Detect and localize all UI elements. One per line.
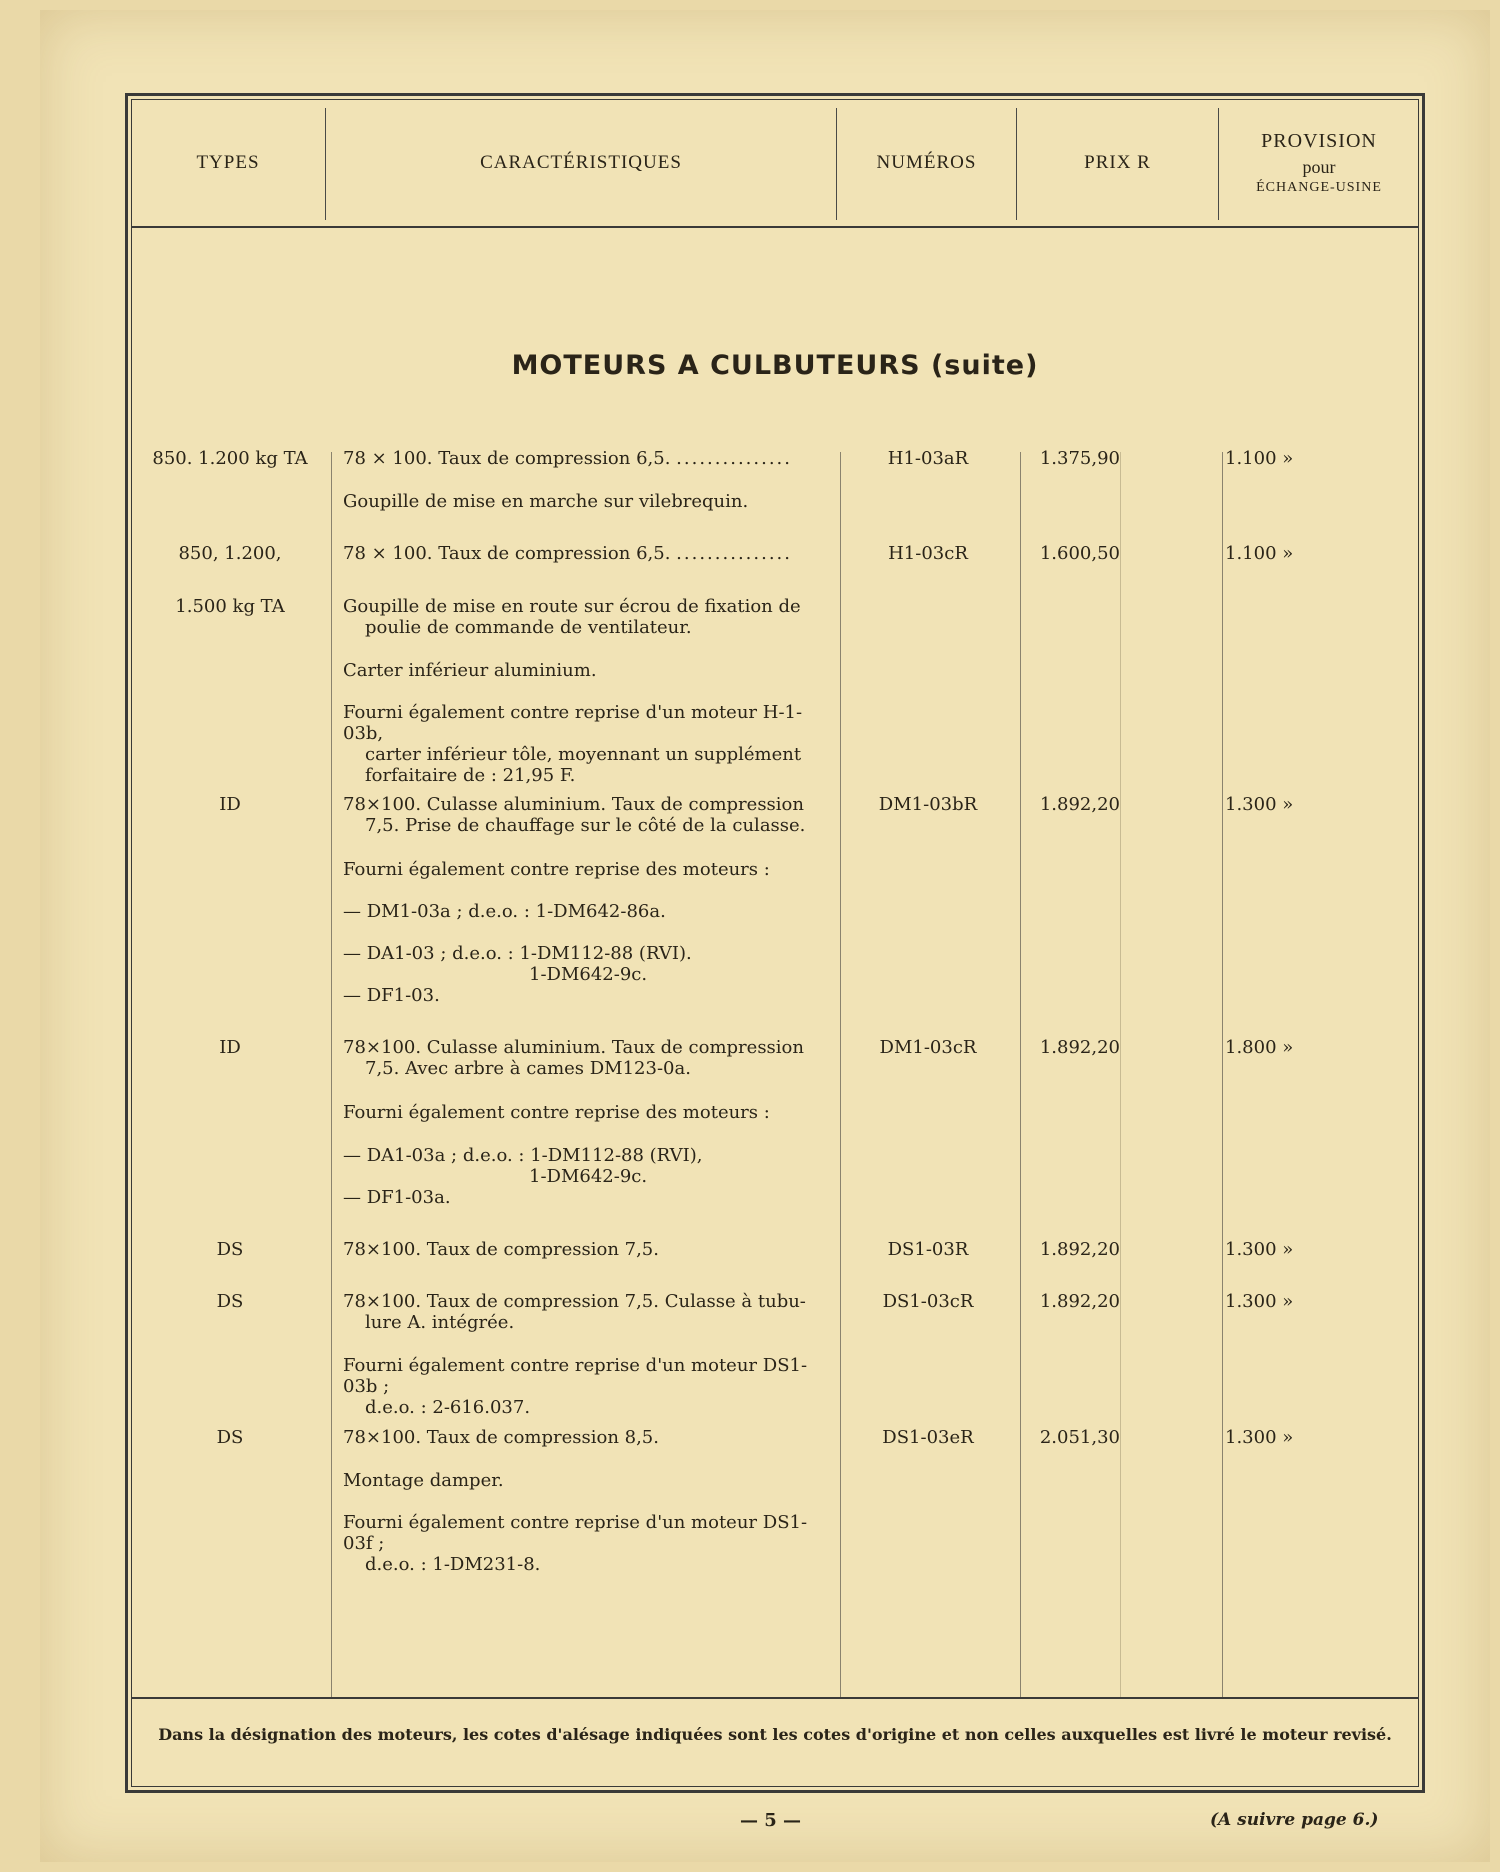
row-desc-line: Fourni également contre reprise d'un moteur H-1-03b, [343, 702, 803, 744]
row-desc-text: 78 × 100. Taux de compression 6,5. [343, 448, 671, 469]
row-desc-line: — DF1-03a. [343, 1187, 451, 1208]
row-desc [343, 1355, 833, 1418]
row-desc [343, 794, 833, 836]
header-caracteristiques: CARACTÉRISTIQUES [480, 152, 682, 173]
row-dots: ............... [676, 543, 792, 564]
header-provision-line2: pour [1302, 156, 1336, 177]
row-desc: 78×100. Taux de compression 8,5. [343, 1427, 659, 1448]
row-type: DS [216, 1239, 244, 1260]
row-num: DS1-03R [887, 1239, 969, 1260]
row-num: DM1-03cR [879, 1037, 977, 1058]
row-prov: 1.300 » [1225, 1427, 1294, 1448]
row-desc: — DM1-03a ; d.e.o. : 1-DM642-86a. [343, 901, 666, 922]
page-number: — 5 — [740, 1810, 802, 1831]
row-desc [343, 448, 833, 469]
row-desc-line: lure A. intégrée. [365, 1312, 515, 1333]
header-provision-line3: ÉCHANGE-USINE [1256, 180, 1382, 196]
header-prix: PRIX R [1084, 152, 1151, 173]
row-prov: 1.100 » [1225, 543, 1294, 564]
row-type: DS [216, 1291, 244, 1312]
row-dots: ............... [676, 448, 792, 469]
row-desc [343, 1145, 833, 1208]
row-desc-line: — DA1-03 ; d.e.o. : 1-DM112-88 (RVI). [343, 943, 692, 964]
row-desc [343, 702, 833, 786]
body-col-line [331, 452, 332, 1697]
row-desc-line: carter inférieur tôle, moyennant un supplément [365, 744, 802, 765]
row-desc-line: 78×100. Taux de compression 7,5. Culasse à tubu- [343, 1291, 806, 1312]
footnote: Dans la désignation des moteurs, les cotes d'alésage indiquées sont les cotes d'origine et non celles auxquelles est livré le moteur revisé. [158, 1725, 1392, 1744]
row-desc: Goupille de mise en marche sur vilebrequin. [343, 491, 749, 512]
row-desc [343, 1291, 833, 1333]
row-desc: Fourni également contre reprise des moteurs : [343, 1102, 770, 1123]
row-type: 850, 1.200, [178, 543, 282, 564]
row-desc-line: poulie de commande de ventilateur. [365, 617, 692, 638]
row-desc [343, 1037, 833, 1079]
row-desc-text: 78 × 100. Taux de compression 6,5. [343, 543, 671, 564]
row-num: DM1-03bR [878, 794, 978, 815]
row-desc-line: — DF1-03. [343, 985, 440, 1006]
row-price: 1.892,20 [1039, 794, 1120, 815]
header-divider [131, 226, 1419, 228]
body-col-line-faint [1120, 452, 1121, 1697]
row-desc [343, 543, 833, 564]
row-price: 1.892,20 [1039, 1037, 1120, 1058]
row-type: ID [219, 794, 241, 815]
section-title: MOTEURS A CULBUTEURS (suite) [511, 350, 1039, 381]
row-desc [343, 943, 833, 1006]
header-types: TYPES [196, 152, 260, 173]
row-desc [343, 596, 833, 638]
row-prov: 1.300 » [1225, 1291, 1294, 1312]
row-desc-line: — DA1-03a ; d.e.o. : 1-DM112-88 (RVI), [343, 1145, 703, 1166]
row-desc-line: d.e.o. : 2-616.037. [365, 1397, 531, 1418]
row-num: H1-03cR [888, 543, 968, 564]
row-prov: 1.100 » [1225, 448, 1294, 469]
row-type: ID [219, 1037, 241, 1058]
row-num: H1-03aR [887, 448, 969, 469]
row-type: 1.500 kg TA [175, 596, 285, 617]
continued-note: (A suivre page 6.) [1210, 1810, 1379, 1830]
row-desc [343, 1512, 833, 1575]
body-col-line [1020, 452, 1021, 1697]
row-prov: 1.300 » [1225, 794, 1294, 815]
row-num: DS1-03cR [882, 1291, 974, 1312]
row-desc-line: 78×100. Culasse aluminium. Taux de compression [343, 794, 804, 815]
row-price: 2.051,30 [1039, 1427, 1120, 1448]
row-num: DS1-03eR [882, 1427, 974, 1448]
row-desc-line: 1-DM642-9c. [529, 1166, 648, 1187]
row-desc: Carter inférieur aluminium. [343, 660, 597, 681]
header-provision [1219, 100, 1419, 226]
row-desc-line: 78×100. Culasse aluminium. Taux de compression [343, 1037, 804, 1058]
footer-divider [131, 1697, 1419, 1699]
row-desc: Montage damper. [343, 1470, 504, 1491]
row-price: 1.375,90 [1039, 448, 1120, 469]
body-col-line [840, 452, 841, 1697]
row-price: 1.600,50 [1039, 543, 1120, 564]
body-col-line [1222, 452, 1223, 1697]
row-desc-line: 7,5. Prise de chauffage sur le côté de la culasse. [365, 815, 806, 836]
row-price: 1.892,20 [1039, 1239, 1120, 1260]
row-desc-line: 7,5. Avec arbre à cames DM123-0a. [365, 1058, 691, 1079]
row-desc-line: Goupille de mise en route sur écrou de fixation de [343, 596, 801, 617]
header-provision-line1: PROVISION [1261, 129, 1377, 152]
row-desc: 78×100. Taux de compression 7,5. [343, 1239, 659, 1260]
row-prov: 1.800 » [1225, 1037, 1294, 1058]
row-desc: Fourni également contre reprise des moteurs : [343, 859, 770, 880]
row-type: 850. 1.200 kg TA [152, 448, 308, 469]
row-desc-line: forfaitaire de : 21,95 F. [365, 765, 576, 786]
row-prov: 1.300 » [1225, 1239, 1294, 1260]
row-desc-line: Fourni également contre reprise d'un moteur DS1-03f ; [343, 1512, 808, 1554]
row-desc-line: Fourni également contre reprise d'un moteur DS1-03b ; [343, 1355, 808, 1397]
row-desc-line: 1-DM642-9c. [529, 964, 648, 985]
row-desc-line: d.e.o. : 1-DM231-8. [365, 1554, 541, 1575]
row-price: 1.892,20 [1039, 1291, 1120, 1312]
row-type: DS [216, 1427, 244, 1448]
header-numeros: NUMÉROS [876, 152, 977, 173]
